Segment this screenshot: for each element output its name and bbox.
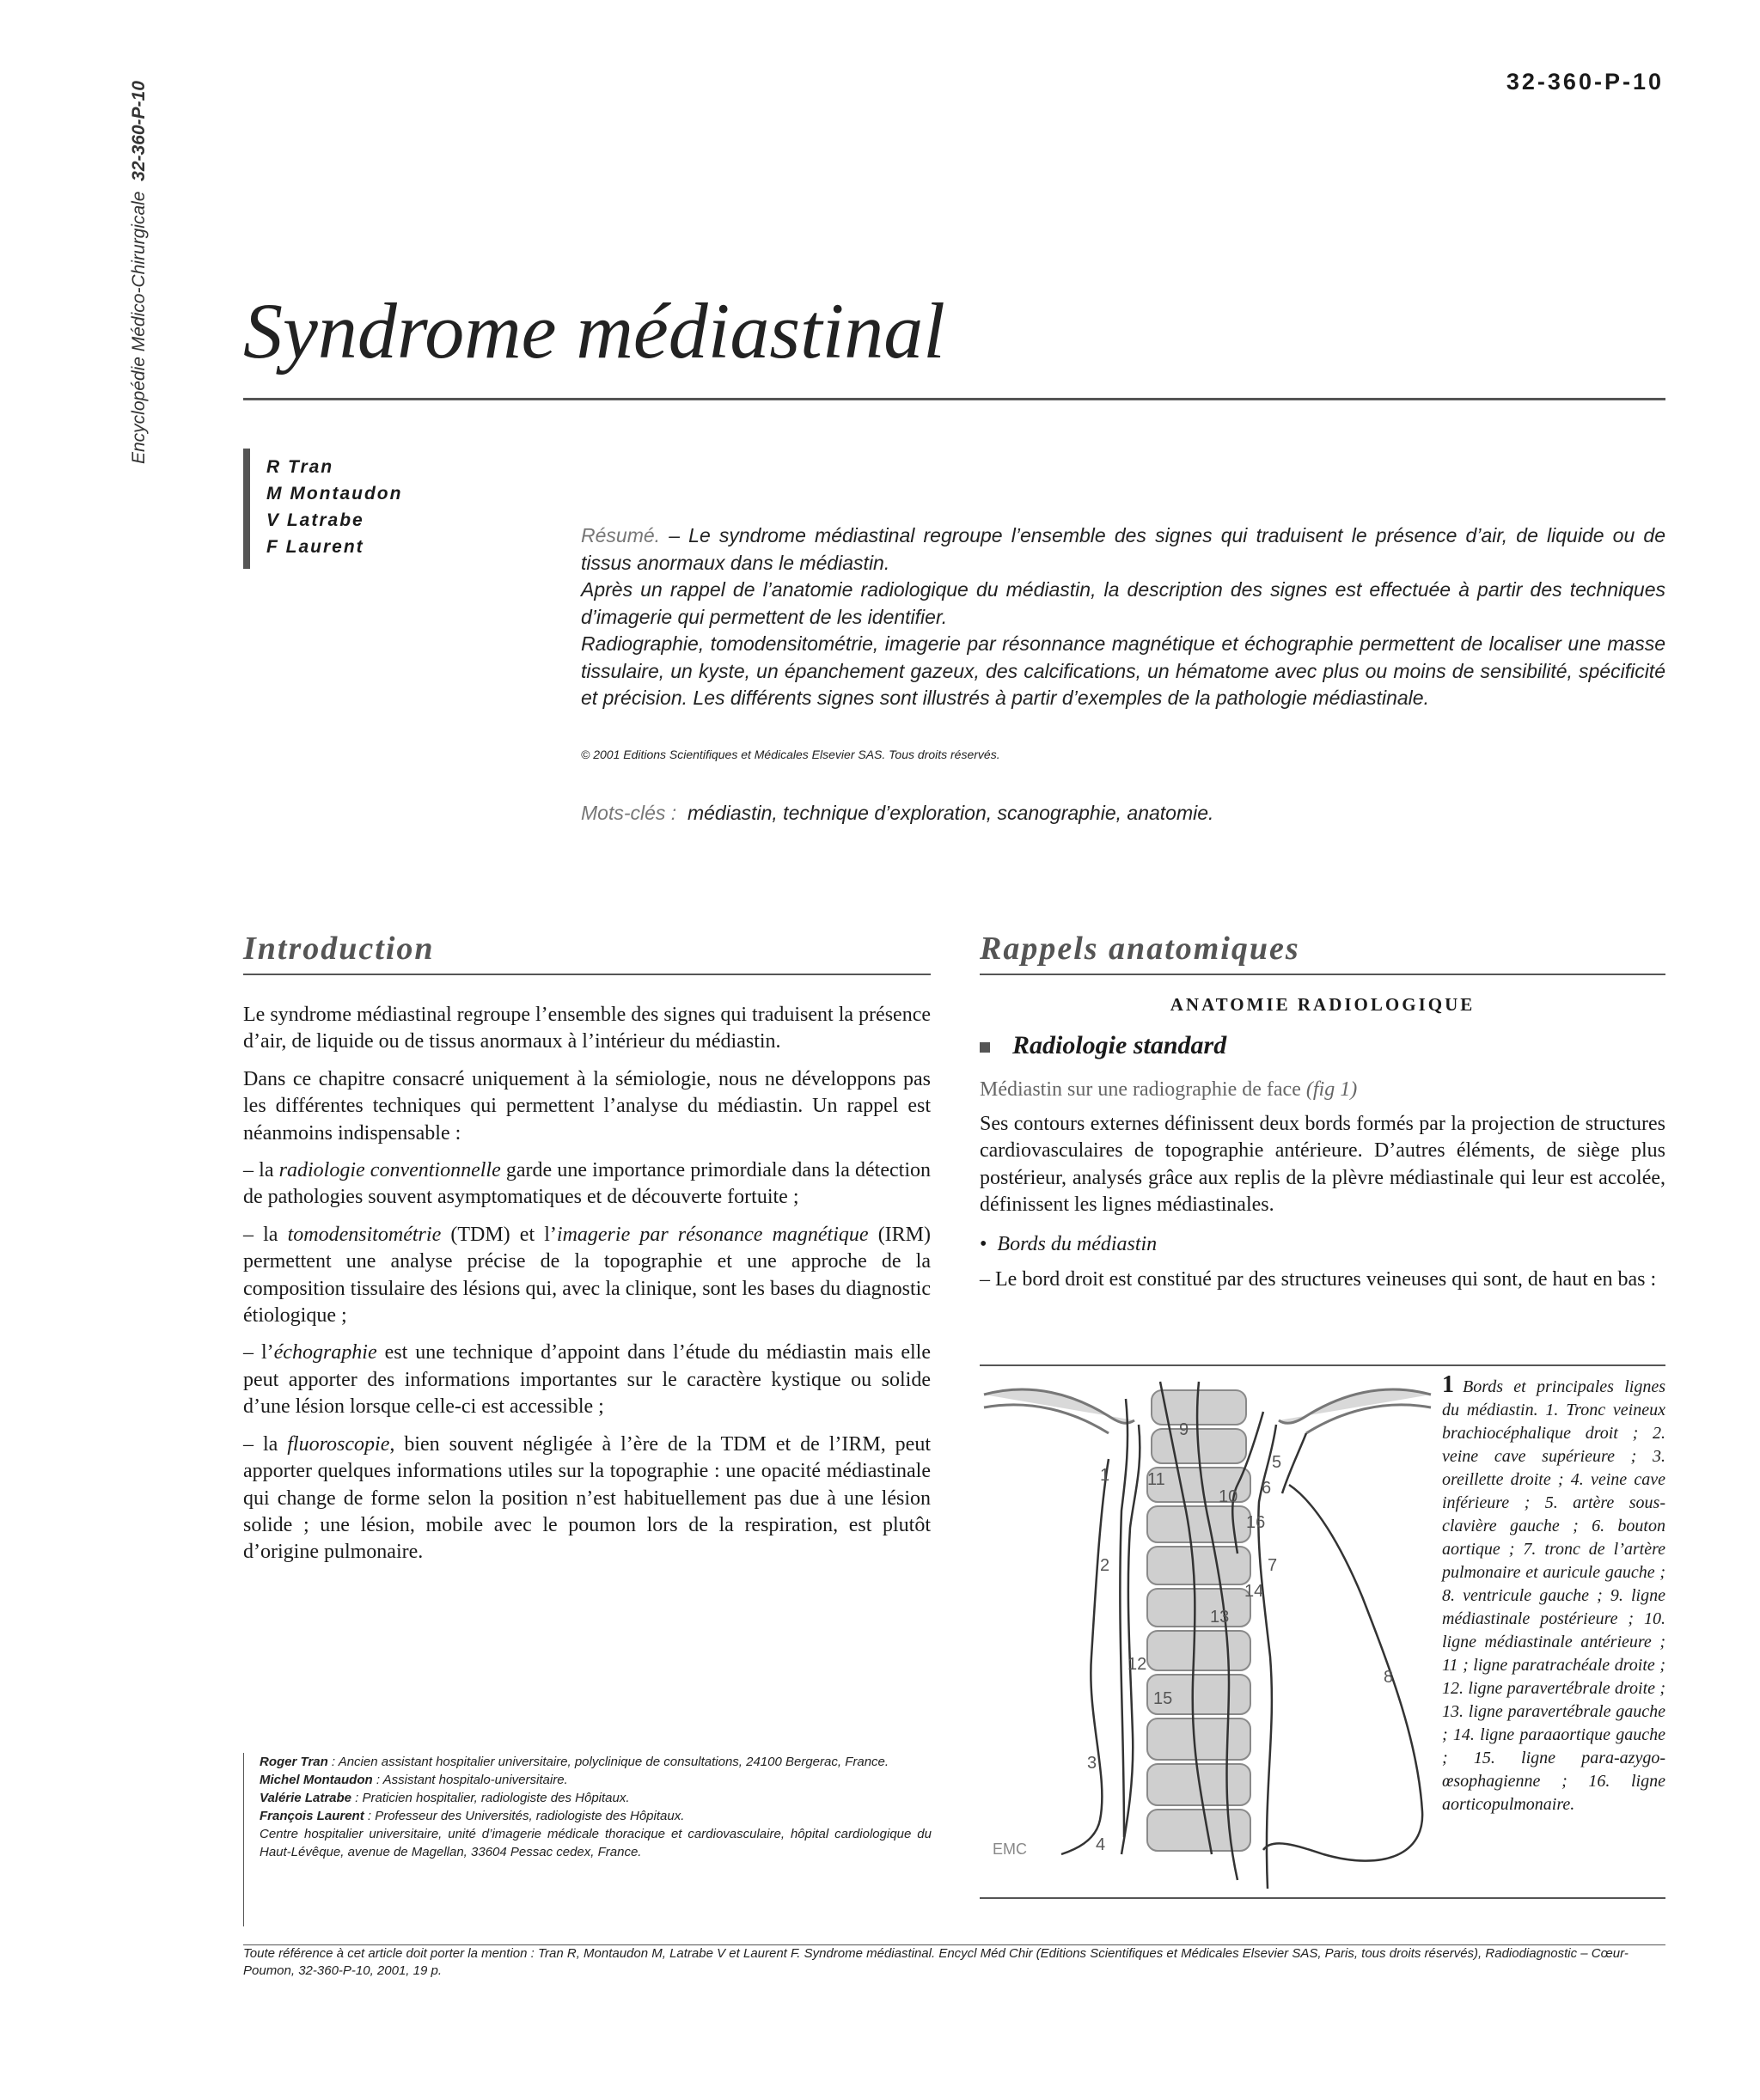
document-code: 32-360-P-10 — [1506, 69, 1664, 95]
citation-footer: Toute référence à cet article doit porter la mention : Tran R, Montaudon M, Latrabe V et Laurent F. Syndrome médiastinal. Encycl Méd Chir (Editions Scientifiques et Médicales Elsevier SAS, Paris, tous droits réservés), Radiodiagnostic – Cœur-Poumon, 32-360-P-10, 2001, 19 p. — [243, 1946, 1629, 1978]
figure-bottom-rule — [980, 1897, 1665, 1899]
abstract-label: Résumé. — [581, 524, 661, 546]
intro-bullet-4: – la fluoroscopie, bien souvent négligée à l’ère de la TDM et de l’IRM, peut apporter quelques informations utiles sur la topographie : une opacité médiastinale qui change de forme selon la position n’est habituellement pas due à une lésion solide ; une lésion, mobile avec le poumon lors de la respiration, est plutôt d’origine pulmonaire. — [243, 1432, 932, 1564]
author-list — [266, 454, 402, 560]
affiliation-item: Roger Tran : Ancien assistant hospitalier universitaire, polyclinique de consultations, 24100 Bergerac, France. — [260, 1755, 889, 1769]
author-name: F Laurent — [266, 537, 364, 557]
diagram-label: 10 — [1219, 1487, 1238, 1506]
diagram-label: 11 — [1147, 1470, 1165, 1489]
sidebar-code: 32-360-P-10 — [129, 81, 149, 181]
diagram-label: 8 — [1384, 1668, 1394, 1687]
subsubsection-heading: Radiologie standard — [980, 1031, 1226, 1060]
caption-text: Bords et principales lignes du médiastin. 1. Tronc veineux brachiocéphalique droit ; 2. veine cave supérieure ; 3. oreillette droite ; 4. veine cave inférieure ; 5. artère sous-clavière gauche ; 6. bouton aortique ; 7. tronc de l’artère pulmonaire et auricule gauche ; 8. ventricule gauche ; 9. ligne médiastinale postérieure ; 10. ligne médiastinale antérieure ; 11 ; ligne paratrachéale droite ; 12. ligne paravertébrale droite ; 13. ligne paravertébrale gauche ; 14. ligne paraaortique gauche ; 15. ligne para-azygo-œsophagienne ; 16. ligne aorticopulmonaire. — [1442, 1377, 1665, 1814]
diagram-label: 12 — [1128, 1655, 1147, 1674]
author-name: M Montaudon — [266, 484, 403, 504]
keywords-list: médiastin, technique d’exploration, scanographie, anatomie. — [687, 802, 1214, 824]
abstract — [581, 522, 1665, 712]
intro-p2: Dans ce chapitre consacré uniquement à la sémiologie, nous ne développons pas les différentes techniques qui permettent l’analyse du médiastin. Un rappel est néanmoins indispensable : — [243, 1067, 931, 1145]
rappels-heading: Rappels anatomiques — [980, 931, 1300, 967]
diagram-label: 13 — [1210, 1608, 1230, 1627]
rappels-p2: – Le bord droit est constitué par des structures veineuses qui sont, de haut en bas : — [980, 1268, 1657, 1291]
affiliation-item: Valérie Latrabe : Praticien hospitalier, radiologiste des Hôpitaux. — [260, 1791, 630, 1805]
intro-rule — [243, 974, 931, 975]
bullet-icon: • — [980, 1232, 987, 1255]
diagram-label: 2 — [1100, 1556, 1110, 1575]
author-name: R Tran — [266, 457, 334, 477]
figure-number: 1 — [1442, 1371, 1454, 1398]
author-affiliations — [243, 1753, 932, 1926]
diagram-label: 1 — [1100, 1466, 1110, 1485]
intro-bullet-3: – l’échographie est une technique d’appoint dans l’étude du médiastin mais elle peut apporter des informations importantes sur le caractère kystique ou solide d’une lésion lorsque celle-ci est accessible ; — [243, 1341, 931, 1419]
subsection-heading: ANATOMIE RADIOLOGIQUE — [1170, 994, 1476, 1015]
figure-top-rule — [980, 1364, 1665, 1366]
intro-body — [243, 1002, 931, 1577]
author-name: V Latrabe — [266, 510, 364, 530]
intro-bullet-1: – la radiologie conventionnelle garde une importance primordiale dans la détection de pathologies souvent asymptomatiques et de découverte fortuite ; — [243, 1159, 931, 1209]
diagram-label: 6 — [1262, 1479, 1272, 1498]
paragraph-heading: Médiastin sur une radiographie de face (fig 1) — [980, 1078, 1358, 1101]
keywords-label: Mots-clés : — [581, 802, 677, 824]
abstract-dash: – — [669, 524, 680, 546]
keywords — [581, 802, 1213, 825]
rappels-bullet-heading: • Bords du médiastin — [980, 1232, 1158, 1255]
authors-bar — [243, 449, 250, 569]
intro-p1: Le syndrome médiastinal regroupe l’ensemble des signes qui traduisent la présence d’air, de liquide ou de tissus anormaux à l’intérieur du médiastin. — [243, 1004, 931, 1053]
article-title: Syndrome médiastinal — [243, 287, 945, 375]
abstract-p1: Le syndrome médiastinal regroupe l’ensemble des signes qui traduisent le présence d’air, de liquide ou de tissus anormaux dans le médiastin. — [581, 524, 1665, 574]
diagram-label: 4 — [1096, 1835, 1106, 1854]
square-bullet-icon — [980, 1042, 990, 1053]
rappels-p1: Ses contours externes définissent deux bords formés par la projection de structures cardiovasculaires de topographie antérieure. D’autres éléments, de siège plus postérieur, analysés grâce aux replis de la plèvre médiastinale qui leur est accolée, définissent les lignes médiastinales. — [980, 1113, 1665, 1217]
rappels-rule — [980, 974, 1665, 975]
emc-watermark: EMC — [993, 1841, 1027, 1858]
journal-name: Encyclopédie Médico-Chirurgicale — [129, 191, 149, 464]
journal-sidebar-label — [129, 69, 153, 464]
figure-caption — [1442, 1373, 1665, 1816]
diagram-label: 5 — [1272, 1453, 1282, 1472]
diagram-label: 16 — [1246, 1513, 1266, 1532]
diagram-label: 14 — [1244, 1582, 1264, 1601]
intro-heading: Introduction — [243, 931, 435, 967]
affiliation-item: Michel Montaudon : Assistant hospitalo-universitaire. — [260, 1773, 568, 1787]
affiliation-item: François Laurent : Professeur des Universités, radiologiste des Hôpitaux. — [260, 1809, 685, 1823]
title-rule — [243, 398, 1665, 400]
abstract-p3: Radiographie, tomodensitométrie, imagerie par résonnance magnétique et échographie permettent de localiser une masse tissulaire, un kyste, un épanchement gazeux, des calcifications, un hématome avec plus ou moins de sensibilité, spécificité et précision. Les différents signes sont illustrés à partir d’exemples de la pathologie médiastinale. — [581, 632, 1665, 709]
diagram-label: 15 — [1153, 1689, 1173, 1708]
mediastinum-diagram — [980, 1373, 1435, 1893]
diagram-label: 7 — [1268, 1556, 1278, 1575]
intro-bullet-2: – la tomodensitométrie (TDM) et l’imagerie par résonance magnétique (IRM) permettent une analyse précise de la topographie et une approche de la composition tissulaire des lésions qui, avec la clinique, sont les bases du diagnostic étiologique ; — [243, 1223, 932, 1328]
abstract-p2: Après un rappel de l’anatomie radiologique du médiastin, la description des signes est effectuée à partir des techniques d’imagerie qui permettent de les identifier. — [581, 578, 1665, 628]
copyright-notice: © 2001 Editions Scientifiques et Médicales Elsevier SAS. Tous droits réservés. — [581, 748, 1000, 761]
rappels-body — [980, 1111, 1665, 1305]
affiliation-item: Centre hospitalier universitaire, unité d’imagerie médicale thoracique et cardiovasculaire, hôpital cardiologique du Haut-Lévêque, avenue de Magellan, 33604 Pessac cedex, France. — [260, 1827, 932, 1859]
diagram-label: 3 — [1087, 1754, 1097, 1773]
figure-reference: (fig 1) — [1305, 1078, 1358, 1101]
diagram-label: 9 — [1179, 1420, 1189, 1439]
